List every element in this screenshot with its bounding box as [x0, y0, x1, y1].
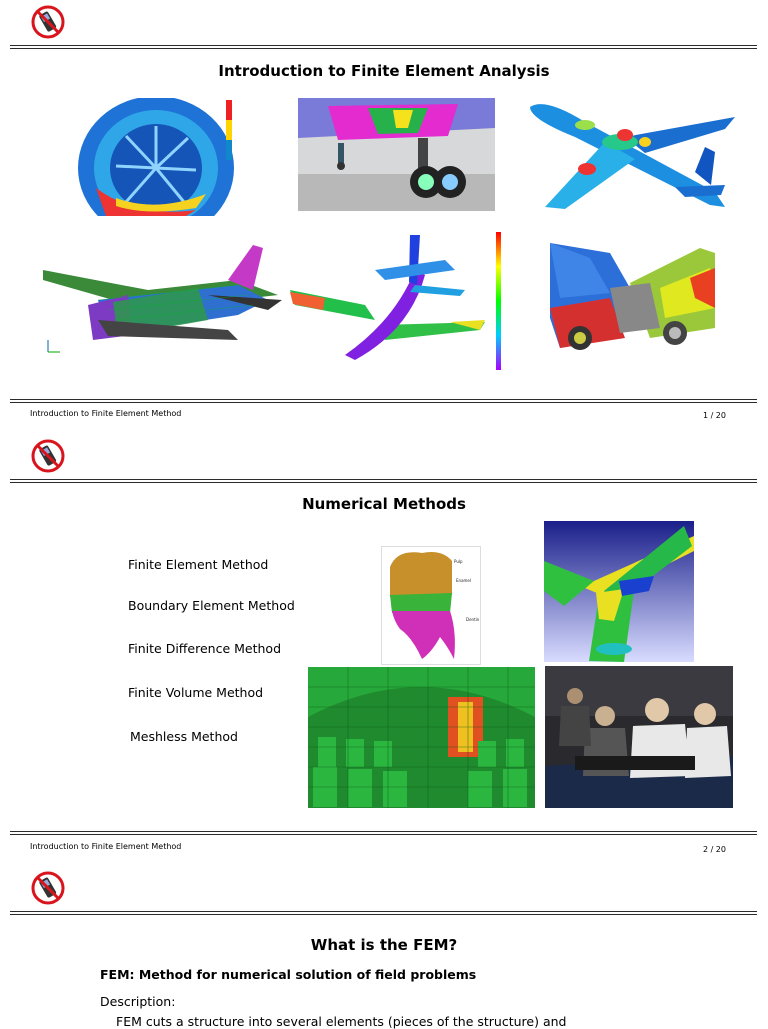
turbofan-fem-image — [76, 98, 252, 216]
method-item: Meshless Method — [130, 729, 238, 744]
tooth-label-pulp: Pulp — [454, 559, 463, 564]
slide-title: Introduction to Finite Element Analysis — [218, 62, 550, 80]
tooth-label-enamel: Enamel — [456, 578, 471, 583]
crash-dummy-photo — [545, 666, 733, 808]
method-item: Finite Element Method — [128, 557, 269, 572]
page-number: 2 / 20 — [702, 845, 726, 854]
slide-title: What is the FEM? — [310, 936, 458, 954]
tooth-label-dentin: Dentin — [466, 617, 480, 622]
slide-footer: Introduction to Finite Element Method — [30, 842, 182, 851]
description-label: Description: — [100, 994, 176, 1009]
no-mobile-phone-icon — [31, 871, 65, 905]
page-number: 1 / 20 — [702, 411, 726, 420]
description-line: FEM cuts a structure into several elements (pieces of the structure) and — [116, 1014, 567, 1029]
method-item: Finite Difference Method — [128, 641, 282, 656]
tooth-mesh-image — [381, 546, 481, 665]
plane-deformation-image — [285, 230, 503, 372]
slide-subtitle: FEM: Method for numerical solution of field problems — [100, 967, 477, 982]
no-mobile-phone-icon — [31, 5, 65, 39]
no-mobile-phone-icon — [31, 439, 65, 473]
method-item: Boundary Element Method — [128, 598, 295, 613]
slide-title: Numerical Methods — [302, 495, 466, 513]
car-crash-fem-image — [550, 238, 715, 358]
method-item: Finite Volume Method — [128, 685, 264, 700]
cabin-mesh-image — [308, 667, 535, 808]
airliner-fem-image — [525, 97, 743, 217]
landing-gear-fem-image — [298, 98, 495, 211]
propeller-mesh-image — [544, 521, 694, 662]
prop-plane-mesh-image — [38, 240, 282, 358]
slide-footer: Introduction to Finite Element Method — [30, 409, 182, 418]
